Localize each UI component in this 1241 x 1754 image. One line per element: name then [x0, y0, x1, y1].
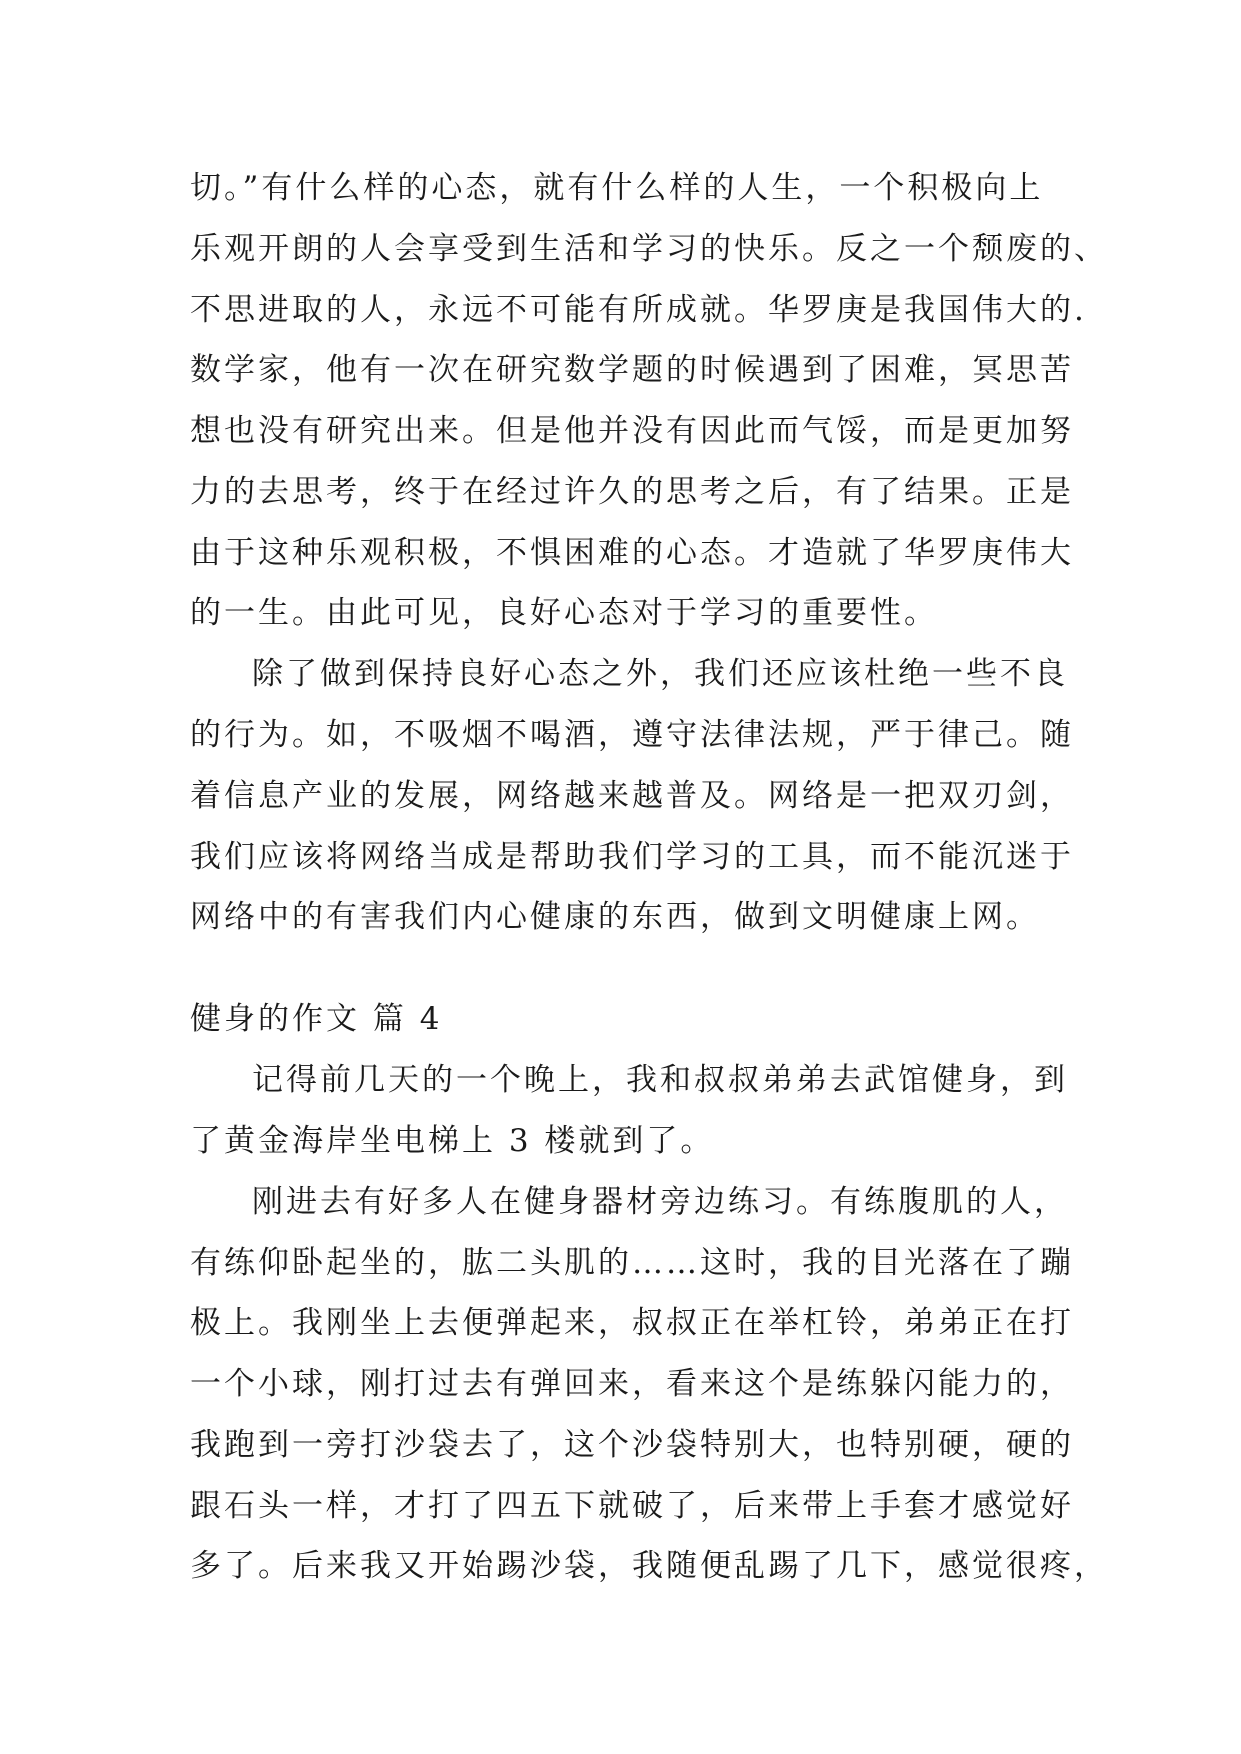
paragraph-line: 极上。我刚坐上去便弹起来，叔叔正在举杠铃，弟弟正在打 — [190, 1305, 1074, 1341]
section-heading: 健身的作文 篇 4 — [190, 1001, 443, 1037]
paragraph-line: 我们应该将网络当成是帮助我们学习的工具，而不能沉迷于 — [190, 839, 1074, 875]
paragraph-line: 由于这种乐观积极，不惧困难的心态。才造就了华罗庚伟大 — [190, 535, 1074, 571]
paragraph-line: 的行为。如，不吸烟不喝酒，遵守法律法规，严于律己。随 — [190, 717, 1074, 753]
paragraph-line: 网络中的有害我们内心健康的东西，做到文明健康上网。 — [190, 899, 1040, 935]
paragraph-line: 一个小球，刚打过去有弹回来，看来这个是练躲闪能力的， — [190, 1366, 1074, 1402]
paragraph-line: 我跑到一旁打沙袋去了，这个沙袋特别大，也特别硬，硬的 — [190, 1427, 1074, 1463]
paragraph-line: 除了做到保持良好心态之外，我们还应该杜绝一些不良 — [252, 656, 1068, 692]
paragraph-line: 着信息产业的发展，网络越来越普及。网络是一把双刃剑， — [190, 778, 1074, 814]
paragraph-line: 想也没有研究出来。但是他并没有因此而气馁，而是更加努 — [190, 413, 1074, 449]
paragraph-line: 有练仰卧起坐的，肱二头肌的……这时，我的目光落在了蹦 — [190, 1245, 1074, 1281]
paragraph-line: 刚进去有好多人在健身器材旁边练习。有练腹肌的人， — [252, 1184, 1068, 1220]
paragraph-line: 多了。后来我又开始踢沙袋，我随便乱踢了几下，感觉很疼， — [190, 1548, 1108, 1584]
paragraph-line: 了黄金海岸坐电梯上 3 楼就到了。 — [190, 1123, 715, 1159]
paragraph-line: 乐观开朗的人会享受到生活和学习的快乐。反之一个颓废的、 — [190, 231, 1108, 267]
paragraph-line: 记得前几天的一个晚上，我和叔叔弟弟去武馆健身，到 — [252, 1062, 1068, 1098]
paragraph-line: 跟石头一样，才打了四五下就破了，后来带上手套才感觉好 — [190, 1488, 1074, 1524]
paragraph-line: 切。”有什么样的心态，就有什么样的人生，一个积极向上 — [190, 170, 1044, 206]
paragraph-line: 不思进取的人，永远不可能有所成就。华罗庚是我国伟大的. — [190, 292, 1087, 328]
paragraph-line: 数学家，他有一次在研究数学题的时候遇到了困难，冥思苦 — [190, 352, 1074, 388]
paragraph-line: 的一生。由此可见，良好心态对于学习的重要性。 — [190, 595, 938, 631]
paragraph-line: 力的去思考，终于在经过许久的思考之后，有了结果。正是 — [190, 474, 1074, 510]
